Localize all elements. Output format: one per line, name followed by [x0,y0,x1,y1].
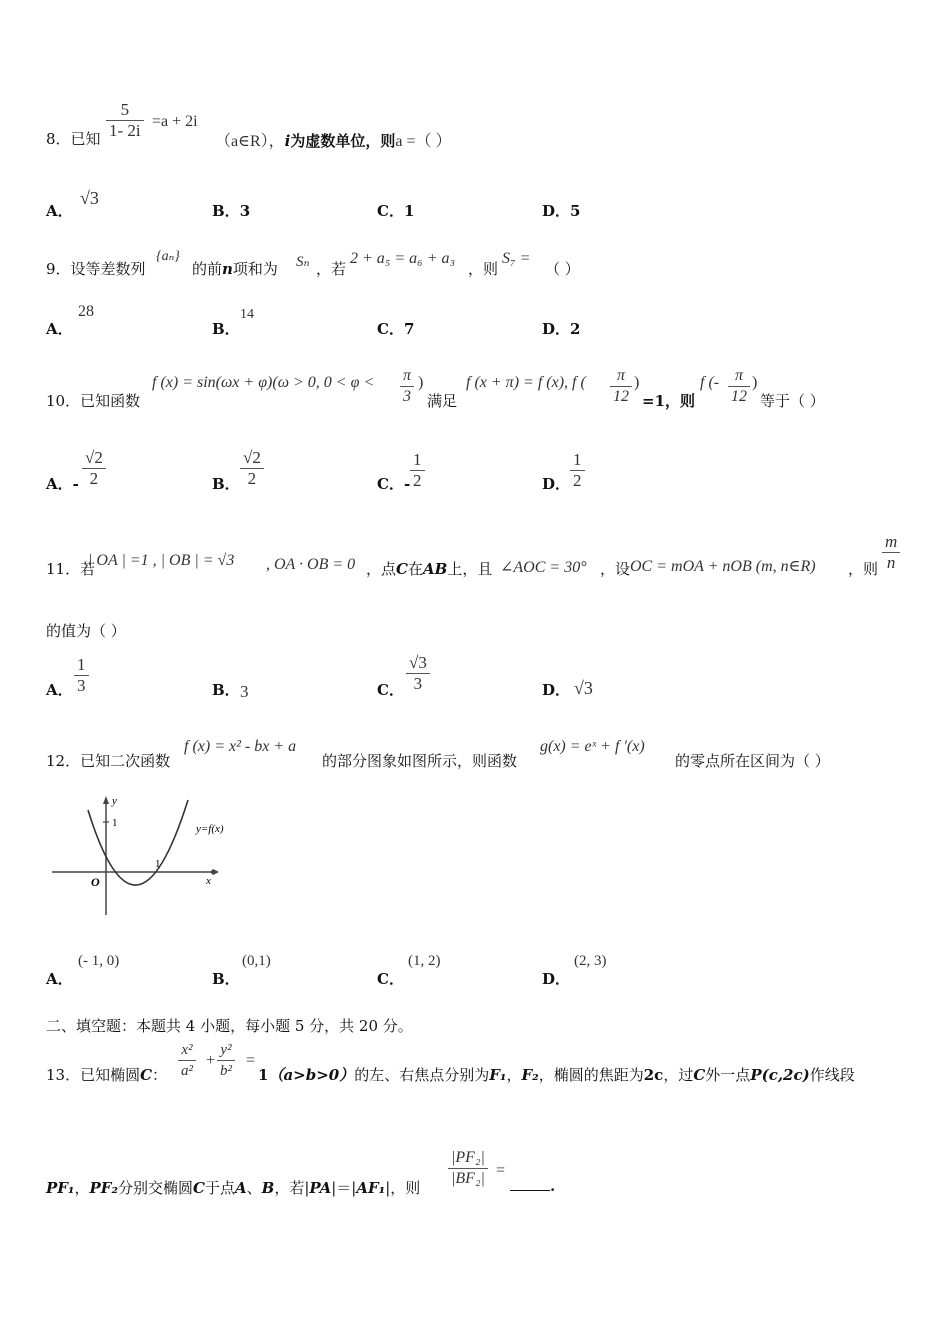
q11-option-c-frac: $\frac{√3}{3}$ [406,653,430,694]
q12-option-a: A． [46,970,73,988]
q12-option-a-value: (- 1, 0) [78,953,120,969]
x-axis-arrow [210,869,219,875]
q11-angle: ∠AOC = 30° [500,559,587,576]
q8-option-b: B．3 [212,202,251,220]
q8-number: 8．已知 [46,130,101,148]
q11-line2: 的值为（ ） [46,622,126,640]
q11-option-a-frac: $\frac{1}{3}$ [74,655,89,696]
q9-option-b-value: 14 [240,307,254,322]
q10-fneg: f (- [700,374,720,391]
q10-end: 等于（ ） [760,392,825,410]
q10-option-d: D． [542,475,571,493]
q11-m-over-n: $\frac{m}{n}$ [882,532,900,573]
q12-text1: 的部分图象如图所示，则函数 [322,752,518,770]
q12-graph [48,790,248,920]
q13-eq2: = [496,1162,506,1179]
q13-eq: = [246,1052,256,1069]
q10-option-d-frac: $\frac{1}{2}$ [570,450,585,491]
q10-option-c-frac: $\frac{1}{2}$ [410,450,425,491]
q8-fraction: $\frac{5}{1- 2i}$ [106,100,144,141]
y-one-label: 1 [112,817,118,829]
q12-option-b: B． [212,970,240,988]
q10-close: ) [418,374,424,391]
q11-option-b: B． [212,681,240,699]
q10-option-b: B． [212,475,240,493]
q13-stem: 13．已知椭圆C： [46,1066,168,1084]
origin-label: O [91,875,100,889]
q9-option-c: C．7 [377,320,415,338]
q9-ask: （ ） [545,260,580,278]
q10-pi-over-3: $\frac{\pi}{3}$ [400,366,414,407]
q11-text3: ，则 [848,560,879,578]
q9-condition: 2 + a₅ = a₆ + a₃ [350,250,456,267]
q13-plus: + [206,1052,216,1069]
q13-line2: PF₁，PF₂分别交椭圆C于点A、B，若|PA|＝|AF₁|，则 [46,1179,421,1197]
q10-option-a-frac: $\frac{√2}{2}$ [82,448,106,489]
q10-cond2: ) [634,374,640,391]
curve-label: y=f(x) [196,823,224,835]
q12-function: f (x) = x² - bx + a [184,738,297,755]
q10-stem: 10．已知函数 [46,392,141,410]
q10-eq1: =1，则 [642,392,696,410]
q8-option-a: A． [46,202,73,220]
q9-sequence: {aₙ} [156,249,180,264]
q12-option-c: C． [377,970,404,988]
q10-text1: 满足 [427,392,458,410]
x-axis-label: x [206,875,211,887]
y-axis-arrow [103,796,109,804]
q12-option-c-value: (1, 2) [408,953,441,969]
q11-option-d: D． [542,681,571,699]
q8-option-d: D．5 [542,202,581,220]
q9-stem: 9．设等差数列 [46,260,146,278]
q13-y-frac: $\frac{\text{y²}}{\text{b²}}$ [217,1040,235,1081]
q13-answer-blank[interactable]: . [510,1177,555,1195]
q10-cond1: f (x + π) = f (x), f ( [466,374,586,391]
q11-stem: 11．若 [46,560,96,578]
q11-option-b-value: 3 [240,682,249,701]
q13-x-frac: $\frac{\text{x²}}{\text{a²}}$ [178,1040,196,1081]
q8-rest: （a∈R），i为虚数单位，则a =（ ） [215,132,452,150]
q10-close2: ) [752,374,758,391]
q11-text2: ，设 [600,560,631,578]
q8-stem [46,128,101,149]
q13-ratio: $\frac{\text{|PF₂|}}{\text{|BF₂|}}$ [448,1148,488,1189]
section-heading: 二、填空题：本题共 4 小题，每小题 5 分，共 20 分。 [46,1017,413,1035]
q12-option-b-value: (0,1) [242,953,271,969]
x-one-label: 1 [155,858,161,870]
q8-expression: =a + 2i [152,113,198,130]
q12-option-d: D． [542,970,571,988]
q10-option-a: A．- [46,475,79,493]
q10-option-c: C．- [377,475,411,493]
q13-text: 1（a>b>0）的左、右焦点分别为F₁，F₂，椭圆的焦距为2c，过C外一点P(c,2c)作线段 [258,1066,855,1084]
q12-stem: 12．已知二次函数 [46,752,171,770]
q9-s7: S₇ = [502,250,531,267]
q11-option-a: A． [46,681,73,699]
q10-option-b-frac: $\frac{√2}{2}$ [240,448,264,489]
q9-sn: Sₙ [296,254,310,270]
q9-option-a-value: 28 [78,303,94,320]
q12-text2: 的零点所在区间为（ ） [675,752,830,770]
q11-text: ，点C在AB上，且 [366,560,493,578]
q8-option-a-value: √3 [80,188,99,208]
q11-option-d-value: √3 [574,678,593,698]
q8-option-c: C．1 [377,202,415,220]
q12-option-d-value: (2, 3) [574,953,607,969]
q9-option-d: D．2 [542,320,581,338]
q9-option-a: A． [46,320,73,338]
q11-oc: OC = mOA + nOB (m, n∈R) [630,558,816,575]
q10-neg-pi-over-12: $\frac{\pi}{12}$ [728,366,750,407]
q10-function: f (x) = sin(ωx + φ)(ω > 0, 0 < φ < [152,374,375,391]
q10-pi-over-12: $\frac{\pi}{12}$ [610,366,632,407]
q9-text3: ，则 [468,260,499,278]
q11-cond1: | OA | =1 , | OB | = √3 [88,552,235,569]
q9-text2: ，若 [316,260,347,278]
q9-option-b: B． [212,320,240,338]
q12-g: g(x) = eˣ + f ′(x) [540,738,645,755]
q11-cond2: , OA · OB = 0 [266,556,356,573]
q9-text1: 的前n项和为 [192,260,278,278]
y-axis-label: y [112,795,117,807]
q11-option-c: C． [377,681,404,699]
